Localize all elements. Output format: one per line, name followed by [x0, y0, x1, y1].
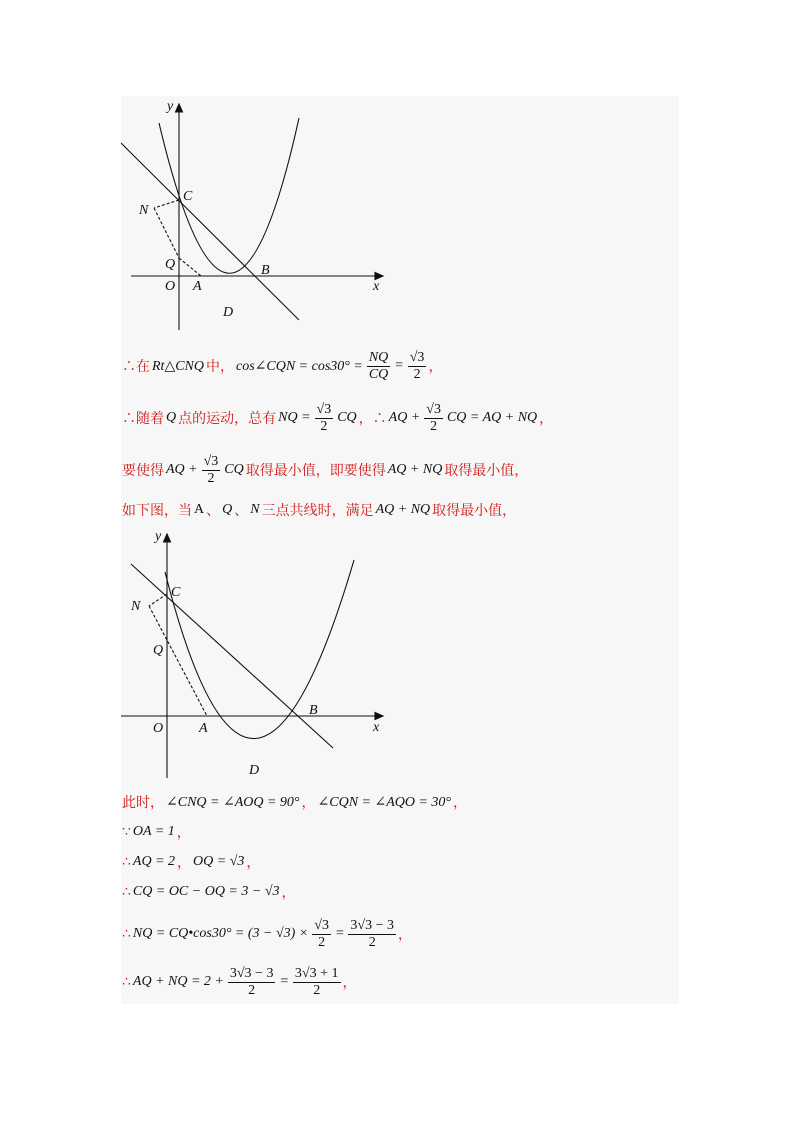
figure-2 — [121, 526, 391, 786]
parabola — [165, 560, 354, 739]
line-5: 此时， ∠CNQ = ∠AOQ = 90° ， ∠CQN = ∠AQO = 30° ， — [122, 794, 468, 811]
segment-cn — [149, 594, 167, 606]
line-9: ∴ NQ = CQ•cos30° = (3 − √3) × $\frac{√3}{2}$ = $\frac{3√3 - 3}{2}$ ， — [122, 917, 413, 950]
figure-1 — [121, 96, 391, 336]
line-1: ∴在 Rt△CNQ 中， cos∠CQN = cos30° = $\frac{NQ}{CQ}$ = $\frac{√3}{2}$ ， — [122, 349, 443, 382]
label-o: O — [153, 721, 164, 736]
label-b: B — [309, 703, 318, 718]
label-a: A — [199, 721, 208, 736]
label-q: Q — [165, 257, 176, 272]
segment-cn — [154, 200, 179, 208]
label-x: x — [373, 279, 380, 294]
y-arrow — [176, 104, 183, 112]
line-10: ∴ AQ + NQ = 2 + $\frac{3√3 - 3}{2}$ = $\frac{3√3 + 1}{2}$ ， — [122, 965, 357, 998]
label-d: D — [223, 305, 234, 320]
line-7: ∴ AQ = 2 ， OQ = √3 ， — [122, 854, 261, 871]
label-n: N — [139, 203, 149, 218]
line-bc — [121, 143, 299, 320]
line-4: 如下图，当 A 、 Q 、 N 三点共线时，满足 AQ + NQ 取得最小值， — [122, 502, 517, 519]
label-y: y — [155, 529, 162, 544]
label-o: O — [165, 279, 176, 294]
label-x: x — [373, 720, 380, 735]
label-c: C — [171, 585, 181, 600]
y-arrow — [164, 534, 171, 542]
label-a: A — [193, 279, 202, 294]
line-8: ∴ CQ = OC − OQ = 3 − √3 ， — [122, 884, 296, 901]
label-d: D — [249, 763, 260, 778]
segment-nq — [154, 208, 179, 258]
line-2: ∴随着 Q 点的运动，总有 NQ = $\frac{√3}{2}$ CQ ，∴ AQ + $\frac{√3}{2}$ CQ = AQ + NQ ， — [122, 401, 554, 434]
label-q: Q — [153, 643, 164, 658]
line-6: ∵ OA = 1 ， — [122, 824, 191, 841]
label-n: N — [131, 599, 141, 614]
label-c: C — [183, 189, 193, 204]
x-arrow — [375, 713, 383, 720]
line-3: 要使得 AQ + $\frac{√3}{2}$ CQ 取得最小值，即要使得 AQ + NQ 取得最小值， — [122, 453, 529, 486]
segment-na — [149, 606, 207, 716]
label-y: y — [167, 99, 174, 114]
label-b: B — [261, 263, 270, 278]
segment-qa — [179, 258, 201, 276]
